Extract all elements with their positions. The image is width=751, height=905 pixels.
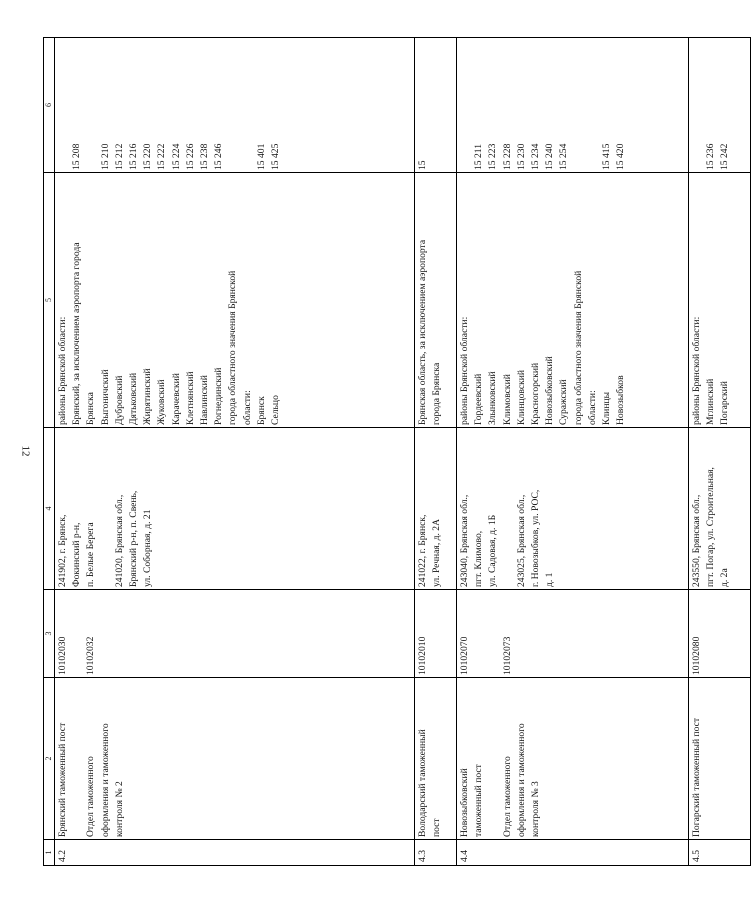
territory-line: Клетнянский — [184, 371, 196, 425]
office-addresses — [457, 428, 689, 590]
oktmo-code — [586, 40, 600, 170]
office-names — [415, 678, 457, 840]
territory-line: Брянская область, за исключением аэропорта — [417, 239, 428, 425]
territory-line: города Брянска — [431, 362, 443, 425]
office-name-line: Отдел таможенного — [85, 756, 97, 837]
territory-line: районы Брянской области: — [691, 316, 702, 425]
address-line: 243025, Брянская обл., — [515, 494, 527, 587]
territory-line: Новозыбков — [615, 375, 627, 425]
oktmo-codes — [55, 38, 415, 173]
office-codes — [689, 590, 751, 678]
office-code: 10102073 — [501, 636, 513, 675]
territory-line: Брянска — [85, 392, 97, 425]
territory-line: районы Брянской области: — [459, 316, 470, 425]
territory-line: области: — [586, 390, 598, 425]
oktmo-code: 15 254 — [558, 143, 570, 170]
office-name-line: Володарский таможенный — [417, 729, 428, 837]
table-row — [415, 38, 457, 866]
territory-line: Дятьковский — [128, 372, 140, 425]
oktmo-code: 15 216 — [127, 143, 139, 170]
oktmo-code — [56, 40, 70, 170]
address-line: 241022, г. Брянск, — [417, 514, 428, 587]
oktmo-code — [430, 40, 444, 170]
territory-list — [457, 173, 689, 428]
customs-table — [43, 37, 751, 866]
office-name-line: Новозыбковский — [459, 768, 470, 837]
row-number: 4.5 — [689, 840, 751, 866]
oktmo-code — [572, 40, 586, 170]
office-code: 10102032 — [85, 636, 97, 675]
territory-line: Красногорский — [530, 362, 542, 425]
address-line: Брянский р-н, п. Свень, — [128, 490, 139, 587]
oktmo-code: 15 401 — [255, 143, 267, 170]
office-name-line: таможенный пост — [473, 764, 485, 837]
territory-line: города областного значения Брянской — [227, 270, 239, 425]
territory-line: Жирятинский — [142, 368, 154, 425]
oktmo-code — [458, 40, 472, 170]
office-code: 10102030 — [57, 636, 68, 675]
territory-line: Рогнединский — [213, 367, 225, 425]
page-number: 12 — [19, 445, 32, 457]
oktmo-code — [226, 40, 240, 170]
row-number: 4.2 — [55, 840, 415, 866]
address-line: 241902, г. Брянск, — [57, 514, 68, 587]
oktmo-code: 15 211 — [473, 143, 485, 170]
oktmo-code: 15 — [417, 160, 428, 170]
territory-line: Погарский — [719, 381, 731, 425]
office-name-line: оформления и таможенного — [99, 723, 111, 837]
territory-line: области: — [241, 390, 253, 425]
oktmo-code: 15 246 — [213, 143, 225, 170]
office-names — [689, 678, 751, 840]
col-header-4: 4 — [44, 428, 55, 590]
oktmo-code — [84, 40, 98, 170]
office-code: 10102080 — [691, 636, 702, 675]
col-header-6: 6 — [44, 38, 55, 173]
oktmo-code: 15 425 — [269, 143, 281, 170]
territory-line: Навлинский — [199, 375, 211, 425]
territory-line: Дубровский — [113, 375, 125, 425]
office-names — [55, 678, 415, 840]
office-name-line: Брянский таможенный пост — [57, 722, 68, 837]
rotated-page — [43, 38, 731, 866]
oktmo-codes — [415, 38, 457, 173]
territory-line: Выгоничский — [99, 369, 111, 425]
office-name-line: оформления и таможенного — [515, 723, 527, 837]
oktmo-code: 15 242 — [719, 143, 731, 170]
oktmo-code: 15 228 — [501, 143, 513, 170]
territory-line: Новозыбковский — [544, 356, 556, 425]
address-line: пгт. Погар, ул. Строительная, — [705, 467, 717, 587]
oktmo-code: 15 415 — [600, 143, 612, 170]
oktmo-code: 15 230 — [515, 143, 527, 170]
oktmo-code: 15 240 — [544, 143, 556, 170]
office-name-line: Отдел таможенного — [501, 756, 513, 837]
oktmo-code: 15 224 — [170, 143, 182, 170]
office-name-line: Погарский таможенный пост — [691, 717, 702, 837]
office-addresses — [55, 428, 415, 590]
address-line: ул. Речная, д. 2А — [431, 518, 443, 587]
territory-list — [415, 173, 457, 428]
address-line: пгт. Климово, — [473, 530, 485, 587]
address-line: 243040, Брянская обл., — [459, 494, 470, 587]
territory-line: Жуковский — [156, 379, 168, 425]
oktmo-code: 15 226 — [184, 143, 196, 170]
address-line: п. Белые Берега — [85, 522, 97, 587]
territory-line: Клинцы — [601, 391, 613, 425]
address-line: ул. Соборная, д. 21 — [142, 509, 154, 587]
territory-line: Брянский, за исключением аэропорта города — [71, 242, 83, 425]
header-row — [44, 38, 55, 866]
office-name-line: контроля № 2 — [113, 781, 125, 837]
territory-line: Карачевский — [170, 373, 182, 425]
oktmo-code: 15 220 — [142, 143, 154, 170]
address-line: ул. Садовая, д. 1Б — [487, 514, 499, 587]
territory-line: Клинцовский — [515, 369, 527, 425]
col-header-2: 2 — [44, 678, 55, 840]
oktmo-code: 15 222 — [156, 143, 168, 170]
territory-line: Суражский — [558, 379, 570, 425]
territory-line: Сельцо — [270, 395, 282, 425]
oktmo-codes — [457, 38, 689, 173]
office-name-line: контроля № 3 — [530, 781, 541, 837]
col-header-1: 1 — [44, 840, 55, 866]
territory-line: Брянск — [255, 396, 267, 425]
col-header-3: 3 — [44, 590, 55, 678]
oktmo-code: 15 208 — [71, 143, 83, 170]
oktmo-codes — [689, 38, 751, 173]
office-code: 10102010 — [417, 636, 428, 675]
office-codes — [55, 590, 415, 678]
address-line: 241020, Брянская обл., — [113, 494, 125, 587]
territory-line: города областного значения Брянской — [572, 270, 584, 425]
table-row — [457, 38, 689, 866]
territory-line: районы Брянской области: — [57, 316, 68, 425]
address-line: Фокинский р-н, — [71, 522, 83, 587]
oktmo-code: 15 234 — [530, 143, 541, 170]
oktmo-code: 15 238 — [199, 143, 210, 170]
territory-list — [55, 173, 415, 428]
office-name-line: пост — [431, 818, 443, 837]
address-line: д. 2а — [719, 568, 731, 587]
table-row — [55, 38, 415, 866]
office-names — [457, 678, 689, 840]
office-code: 10102070 — [459, 636, 470, 675]
row-number: 4.4 — [457, 840, 689, 866]
territory-list — [689, 173, 751, 428]
office-codes — [415, 590, 457, 678]
territory-line: Мглинский — [705, 378, 717, 425]
table-row — [689, 38, 751, 866]
office-addresses — [415, 428, 457, 590]
office-codes — [457, 590, 689, 678]
oktmo-code: 15 223 — [487, 143, 499, 170]
oktmo-code — [690, 40, 704, 170]
territory-line: Злынковский — [487, 371, 499, 425]
oktmo-code: 15 210 — [99, 143, 111, 170]
address-line: 243550, Брянская обл., — [691, 494, 702, 587]
oktmo-code: 15 236 — [705, 143, 717, 170]
address-line: г. Новозыбков, ул. РОС, — [530, 489, 541, 587]
territory-line: Гордеевский — [473, 373, 485, 425]
oktmo-code: 15 420 — [615, 143, 627, 170]
row-number: 4.3 — [415, 840, 457, 866]
office-addresses — [689, 428, 751, 590]
oktmo-code — [241, 40, 255, 170]
address-line: д. 1 — [544, 572, 556, 587]
territory-line: Климовский — [501, 374, 513, 425]
oktmo-code: 15 212 — [113, 143, 125, 170]
col-header-5: 5 — [44, 173, 55, 428]
